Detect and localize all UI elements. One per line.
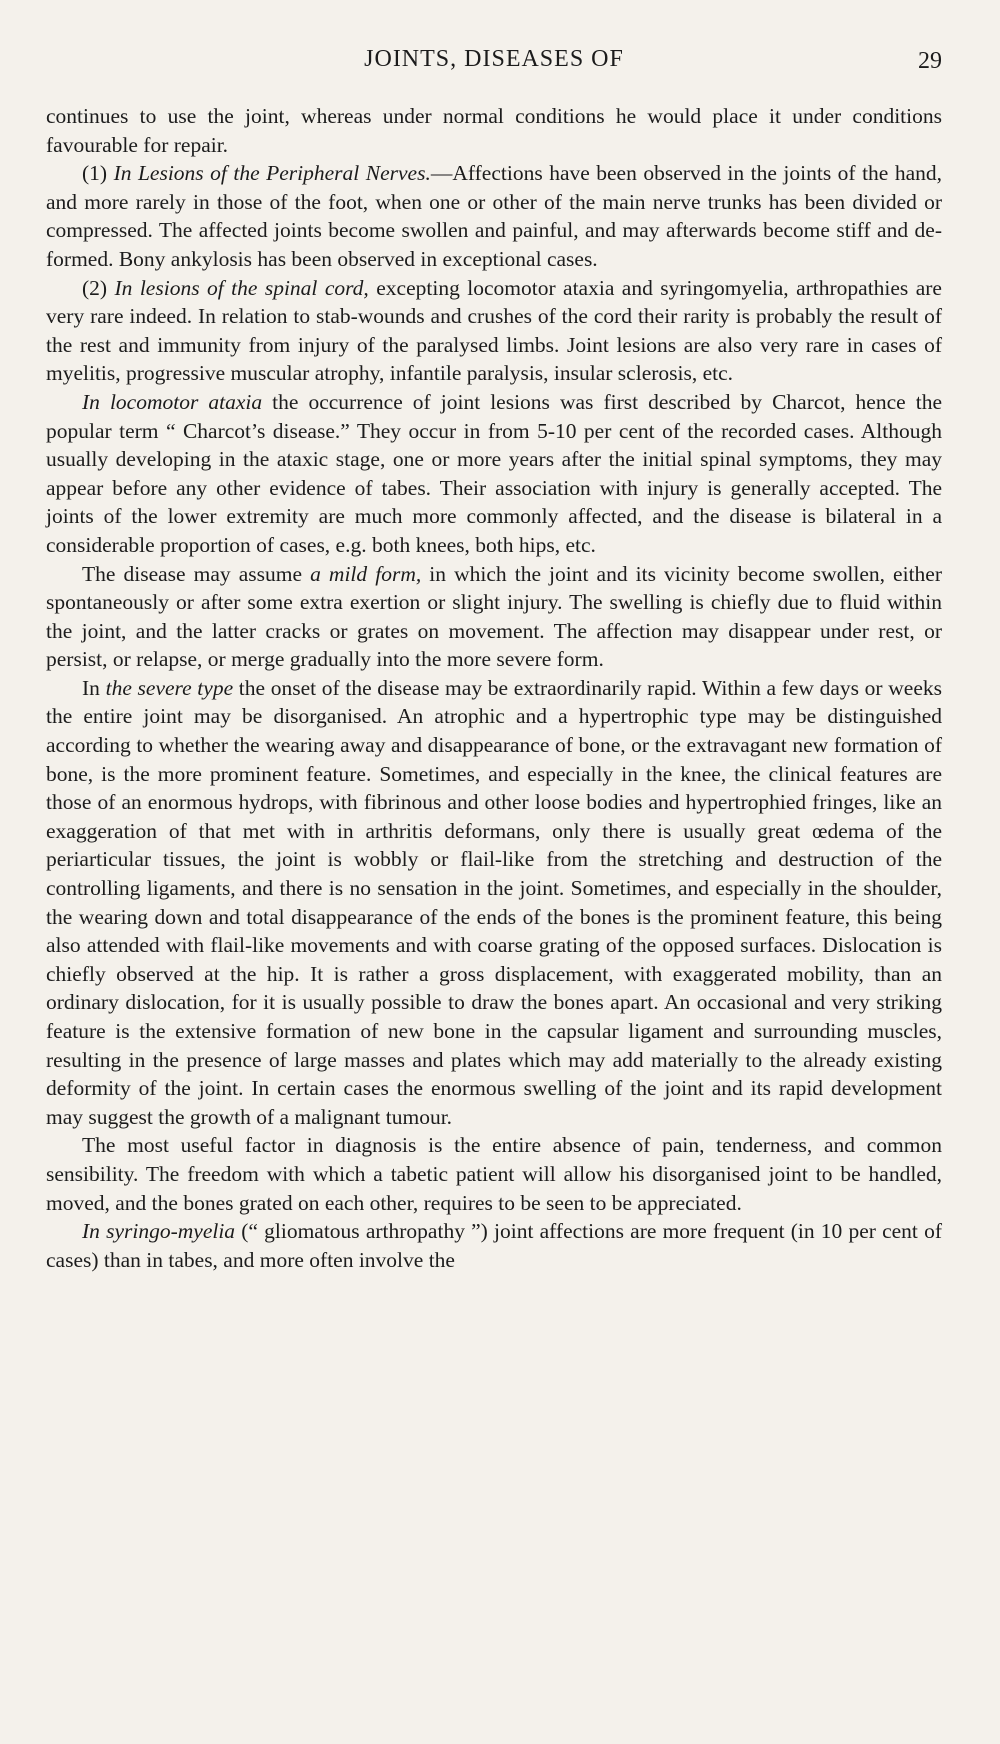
paragraph-locomotor-ataxia [46,388,942,560]
paragraph-heading-italic: In locomotor ataxia [82,389,263,414]
paragraph-heading-italic: the severe type [105,675,234,700]
paragraph-syringo-myelia [46,1217,942,1274]
paragraph-mild-form [46,560,942,674]
paragraph-text: —Affections have been observed in the joints of the hand, and more rarely in those of the foot, when one or other of the main nerve trunks has been divided or compressed. The affected joints become swollen and painful, and may afterwards become stiff and deformed. Bony ankylosis has been observed in exceptional cases. [46,161,942,271]
paragraph-lead: The disease may assume [82,561,311,586]
paragraph-text: The most useful factor in diagnosis is the entire absence of pain, tenderness, and common sensibility. The freedom with which a tabetic patient will allow his disorganised joint to be handled, moved, and the bones grated on each other, requires to be seen to be appreciated. [46,1133,942,1215]
paragraph-severe-type [46,674,942,1132]
paragraph-peripheral-nerves [46,159,942,273]
paragraph-heading-italic: In Lesions of the Peripheral Nerves. [113,161,431,186]
paragraph-heading-italic: In lesions of the spinal cord, [114,275,369,300]
paragraph-spinal-cord [46,274,942,388]
paragraph-text: excepting locomotor ataxia and syringomyelia, arthropathies are very rare indeed. In relation to stab-wounds and crushes of the cord their rarity is probably the result of the rest and immunity from injury of the paralysed limbs. Joint lesions are also very rare in cases of myelitis, progressive muscular atrophy, infantile paralysis, insular sclerosis, etc. [46,275,942,386]
paragraph-text: continues to use the joint, whereas under normal conditions he would place it under conditions favourable for repair. [46,104,942,157]
paragraph-lead: (2) [82,275,115,300]
page-number: 29 [918,48,942,74]
running-title: JOINTS, DISEASES OF [364,46,624,72]
running-header [46,46,942,76]
paragraph-text: the occurrence of joint lesions was first described by Charcot, hence the popular term “ Charcot’s disease.” They occur in from 5-10 per cent of the recorded cases. Although usually developing in the ataxic stage, one or more years after the initial spinal symptoms, they may appear before any other evidence of tabes. Their association with injury is generally accepted. The joints of the lower extremity are much more commonly affected, and the disease is bilateral in a considerable proportion of cases, e.g. both knees, both hips, etc. [46,389,942,557]
body-text [46,102,942,1274]
paragraph-text: the onset of the disease may be extraordinarily rapid. Within a few days or weeks the entire joint may be disorganised. An atrophic and a hypertrophic type may be distinguished according to whether the wearing away and disappearance of bone, or the extravagant new formation of bone, is the more prominent feature. Sometimes, and especially in the knee, the clinical features are those of an enormous hydrops, with fibrinous and other loose bodies and hypertrophied fringes, like an exaggeration of that met with in arthritis deformans, only there is usually great œdema of the periarticular tissues, the joint is wobbly or flail-like from the stretching and destruction of the controlling ligaments, and there is no sensation in the joint. Sometimes, and especially in the shoulder, the wearing down and total disappearance of the ends of the bones is the prominent feature, this being also attended with flail-like movements and with coarse grating of the opposed surfaces. Dislocation is chiefly observed at the hip. It is rather a gross displacement, with exaggerated mobility, than an ordinary dislocation, for it is usually possible to draw the bones apart. An occasional and very striking feature is the extensive formation of new bone in the capsular ligament and surrounding muscles, resulting in the presence of large masses and plates which may add materially to the already existing deformity of the joint. In certain cases the enormous swelling of the joint and its rapid development may suggest the growth of a malignant tumour. [46,675,942,1129]
paragraph-heading-italic: a mild form, [310,561,422,586]
paragraph-text: (“ gliomatous arthropathy ”) joint affections are more frequent (in 10 per cent of cases) than in tabes, and more often involve the [46,1219,942,1272]
paragraph-continuation [46,102,942,159]
paragraph-heading-italic: In syringo-myelia [82,1219,236,1244]
paragraph-lead: In [82,675,106,700]
paragraph-lead: (1) [82,161,114,186]
paragraph-text: in which the joint and its vicinity become swollen, either spontaneously or after some extra exertion or slight injury. The swelling is chiefly due to fluid within the joint, and the latter cracks or grates on movement. The affection may disappear under rest, or persist, or relapse, or merge gradually into the more severe form. [46,561,943,672]
paragraph-diagnosis [46,1131,942,1217]
